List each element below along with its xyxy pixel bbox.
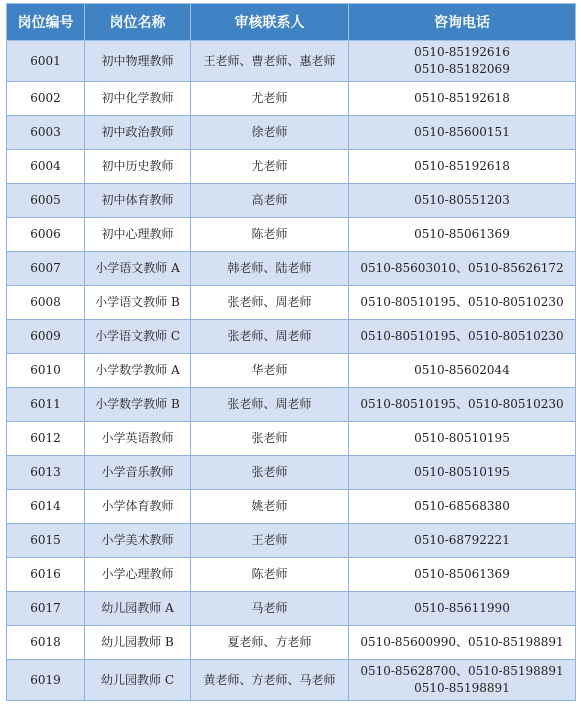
header-contact-person: 审核联系人	[191, 4, 349, 41]
cell-contact-person: 韩老师、陆老师	[191, 252, 349, 286]
cell-contact-person: 马老师	[191, 592, 349, 626]
cell-contact-person: 尤老师	[191, 150, 349, 184]
cell-position-name: 初中体育教师	[85, 184, 191, 218]
table-row	[7, 490, 576, 524]
header-row	[7, 4, 576, 41]
table-row	[7, 150, 576, 184]
cell-phone: 0510-80510195	[349, 456, 576, 490]
table-row	[7, 41, 576, 82]
cell-position-name: 小学英语教师	[85, 422, 191, 456]
cell-phone: 0510-80510195、0510-80510230	[349, 388, 576, 422]
cell-position-name: 初中化学教师	[85, 82, 191, 116]
table-row	[7, 286, 576, 320]
cell-phone: 0510-85192616 0510-85182069	[349, 41, 576, 82]
cell-contact-person: 王老师	[191, 524, 349, 558]
cell-phone: 0510-80510195、0510-80510230	[349, 320, 576, 354]
cell-position-name: 小学体育教师	[85, 490, 191, 524]
header-position-id: 岗位编号	[7, 4, 85, 41]
table-row	[7, 592, 576, 626]
table-row	[7, 354, 576, 388]
contact-table	[6, 3, 576, 701]
cell-position-name: 小学语文教师 B	[85, 286, 191, 320]
cell-contact-person: 黄老师、方老师、马老师	[191, 660, 349, 701]
cell-contact-person: 张老师	[191, 422, 349, 456]
cell-phone: 0510-85603010、0510-85626172	[349, 252, 576, 286]
cell-contact-person: 张老师、周老师	[191, 388, 349, 422]
cell-position-name: 幼儿园教师 A	[85, 592, 191, 626]
table-row	[7, 388, 576, 422]
cell-phone: 0510-85192618	[349, 82, 576, 116]
table-row	[7, 218, 576, 252]
cell-position-id: 6008	[7, 286, 85, 320]
cell-position-name: 小学语文教师 A	[85, 252, 191, 286]
cell-position-id: 6012	[7, 422, 85, 456]
table-row	[7, 116, 576, 150]
cell-phone: 0510-85061369	[349, 218, 576, 252]
cell-contact-person: 姚老师	[191, 490, 349, 524]
cell-phone: 0510-85611990	[349, 592, 576, 626]
cell-position-id: 6015	[7, 524, 85, 558]
header-position-name: 岗位名称	[85, 4, 191, 41]
table-row	[7, 252, 576, 286]
cell-position-id: 6010	[7, 354, 85, 388]
cell-position-name: 初中物理教师	[85, 41, 191, 82]
cell-phone: 0510-85192618	[349, 150, 576, 184]
cell-contact-person: 张老师、周老师	[191, 286, 349, 320]
cell-phone: 0510-85600151	[349, 116, 576, 150]
table-container	[6, 3, 575, 701]
table-row	[7, 320, 576, 354]
cell-position-id: 6018	[7, 626, 85, 660]
table-row	[7, 422, 576, 456]
cell-position-name: 小学数学教师 B	[85, 388, 191, 422]
cell-position-name: 小学美术教师	[85, 524, 191, 558]
cell-phone: 0510-85628700、0510-85198891 0510-85198891	[349, 660, 576, 701]
table-row	[7, 184, 576, 218]
cell-position-id: 6006	[7, 218, 85, 252]
cell-phone: 0510-80551203	[349, 184, 576, 218]
cell-phone: 0510-85602044	[349, 354, 576, 388]
cell-position-id: 6014	[7, 490, 85, 524]
cell-contact-person: 高老师	[191, 184, 349, 218]
cell-phone: 0510-80510195、0510-80510230	[349, 286, 576, 320]
cell-position-id: 6019	[7, 660, 85, 701]
cell-phone: 0510-68792221	[349, 524, 576, 558]
cell-contact-person: 尤老师	[191, 82, 349, 116]
cell-contact-person: 徐老师	[191, 116, 349, 150]
table-row	[7, 660, 576, 701]
table-row	[7, 456, 576, 490]
cell-position-name: 小学心理教师	[85, 558, 191, 592]
table-row	[7, 626, 576, 660]
cell-position-name: 小学语文教师 C	[85, 320, 191, 354]
cell-position-id: 6017	[7, 592, 85, 626]
cell-position-name: 初中政治教师	[85, 116, 191, 150]
cell-contact-person: 王老师、曹老师、惠老师	[191, 41, 349, 82]
cell-phone: 0510-85061369	[349, 558, 576, 592]
cell-position-id: 6003	[7, 116, 85, 150]
cell-contact-person: 夏老师、方老师	[191, 626, 349, 660]
cell-position-id: 6013	[7, 456, 85, 490]
cell-contact-person: 陈老师	[191, 218, 349, 252]
table-row	[7, 82, 576, 116]
table-row	[7, 524, 576, 558]
cell-position-name: 初中心理教师	[85, 218, 191, 252]
cell-position-name: 小学音乐教师	[85, 456, 191, 490]
table-body	[7, 41, 576, 701]
cell-phone: 0510-80510195	[349, 422, 576, 456]
cell-position-id: 6009	[7, 320, 85, 354]
cell-position-name: 初中历史教师	[85, 150, 191, 184]
cell-position-id: 6016	[7, 558, 85, 592]
cell-contact-person: 张老师	[191, 456, 349, 490]
cell-position-id: 6001	[7, 41, 85, 82]
cell-position-id: 6004	[7, 150, 85, 184]
cell-position-id: 6007	[7, 252, 85, 286]
cell-position-name: 小学数学教师 A	[85, 354, 191, 388]
table-row	[7, 558, 576, 592]
cell-contact-person: 陈老师	[191, 558, 349, 592]
cell-position-id: 6005	[7, 184, 85, 218]
cell-position-id: 6011	[7, 388, 85, 422]
cell-phone: 0510-68568380	[349, 490, 576, 524]
cell-contact-person: 华老师	[191, 354, 349, 388]
cell-phone: 0510-85600990、0510-85198891	[349, 626, 576, 660]
cell-position-name: 幼儿园教师 C	[85, 660, 191, 701]
cell-position-name: 幼儿园教师 B	[85, 626, 191, 660]
cell-contact-person: 张老师、周老师	[191, 320, 349, 354]
cell-position-id: 6002	[7, 82, 85, 116]
header-phone: 咨询电话	[349, 4, 576, 41]
